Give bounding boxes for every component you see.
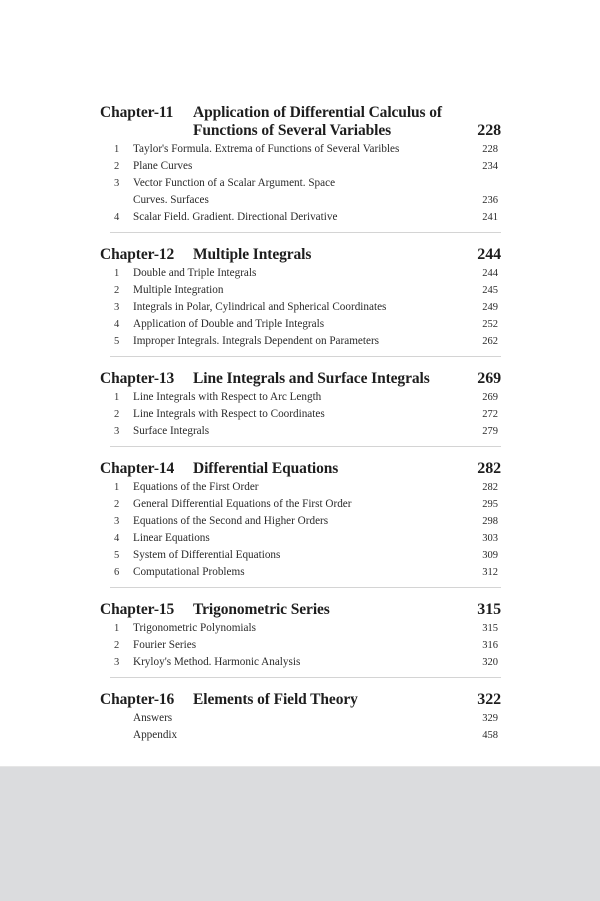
toc-item[interactable] bbox=[100, 654, 501, 671]
section-list bbox=[100, 710, 501, 744]
item-title: Plane Curves bbox=[133, 160, 193, 172]
item-title: Appendix bbox=[133, 729, 178, 741]
item-number: 1 bbox=[114, 482, 120, 493]
item-page: 295 bbox=[482, 499, 498, 510]
item-number: 3 bbox=[114, 302, 120, 313]
item-page: 320 bbox=[482, 657, 498, 668]
chapter-title-line-2: Functions of Several Variables bbox=[193, 122, 392, 139]
toc-item[interactable] bbox=[100, 175, 501, 192]
toc-item[interactable] bbox=[100, 637, 501, 654]
item-number: 3 bbox=[114, 516, 120, 527]
chapter-page-number: 269 bbox=[477, 370, 501, 387]
chapter-label: Chapter-16 bbox=[100, 691, 175, 708]
chapter-page-number: 315 bbox=[477, 601, 501, 618]
item-title: Scalar Field. Gradient. Directional Derivative bbox=[133, 211, 338, 223]
item-page: 262 bbox=[482, 336, 498, 347]
item-title: Taylor's Formula. Extrema of Functions of Several Varibles bbox=[133, 143, 400, 155]
toc-item-continued[interactable] bbox=[100, 192, 501, 209]
item-page: 329 bbox=[482, 713, 498, 724]
toc-item[interactable] bbox=[100, 282, 501, 299]
item-page: 236 bbox=[482, 195, 498, 206]
table-of-contents bbox=[100, 104, 501, 744]
item-number: 5 bbox=[114, 550, 120, 561]
toc-item[interactable] bbox=[100, 389, 501, 406]
chapter-heading[interactable] bbox=[100, 104, 501, 122]
item-number: 1 bbox=[114, 268, 120, 279]
chapter-page-number: 244 bbox=[477, 246, 501, 263]
item-page: 269 bbox=[482, 392, 498, 403]
item-number: 1 bbox=[114, 392, 120, 403]
divider bbox=[110, 232, 501, 233]
chapter-label: Chapter-11 bbox=[100, 104, 174, 121]
item-page: 228 bbox=[482, 144, 498, 155]
item-title: Equations of the First Order bbox=[133, 481, 259, 493]
item-page: 282 bbox=[482, 482, 498, 493]
item-page: 303 bbox=[482, 533, 498, 544]
item-page: 234 bbox=[482, 161, 498, 172]
toc-item-appendix[interactable] bbox=[100, 727, 501, 744]
chapter-title: Multiple Integrals bbox=[193, 246, 312, 263]
section-list bbox=[100, 265, 501, 350]
item-title: Equations of the Second and Higher Orders bbox=[133, 515, 329, 527]
chapter-11 bbox=[100, 104, 501, 233]
toc-item-answers[interactable] bbox=[100, 710, 501, 727]
chapter-15 bbox=[100, 600, 501, 678]
item-number: 6 bbox=[114, 567, 120, 578]
toc-item[interactable] bbox=[100, 158, 501, 175]
chapter-12 bbox=[100, 245, 501, 357]
chapter-label: Chapter-14 bbox=[100, 460, 175, 477]
item-number: 5 bbox=[114, 336, 120, 347]
toc-item[interactable] bbox=[100, 316, 501, 333]
item-page: 316 bbox=[482, 640, 498, 651]
item-page: 309 bbox=[482, 550, 498, 561]
item-number: 4 bbox=[114, 319, 120, 330]
item-number: 2 bbox=[114, 640, 120, 651]
toc-item[interactable] bbox=[100, 406, 501, 423]
chapter-page-number: 228 bbox=[477, 122, 501, 139]
item-title: General Differential Equations of the First Order bbox=[133, 498, 352, 510]
chapter-label: Chapter-15 bbox=[100, 601, 175, 618]
toc-item[interactable] bbox=[100, 209, 501, 226]
item-title: Answers bbox=[133, 712, 173, 724]
item-title: Kryloy's Method. Harmonic Analysis bbox=[133, 656, 301, 668]
divider bbox=[110, 677, 501, 678]
item-title: Vector Function of a Scalar Argument. Space bbox=[133, 177, 336, 189]
toc-item[interactable] bbox=[100, 265, 501, 282]
chapter-title bbox=[193, 104, 461, 122]
toc-item[interactable] bbox=[100, 299, 501, 316]
chapter-13 bbox=[100, 369, 501, 447]
chapter-heading[interactable] bbox=[100, 690, 501, 709]
item-title: Improper Integrals. Integrals Dependent on Parameters bbox=[133, 335, 380, 347]
item-page: 272 bbox=[482, 409, 498, 420]
item-page: 244 bbox=[482, 268, 498, 279]
chapter-label: Chapter-12 bbox=[100, 246, 175, 263]
toc-item[interactable] bbox=[100, 513, 501, 530]
item-page: 458 bbox=[482, 730, 498, 741]
item-title: Line Integrals with Respect to Coordinates bbox=[133, 408, 325, 420]
toc-item[interactable] bbox=[100, 333, 501, 350]
chapter-title: Trigonometric Series bbox=[193, 601, 330, 618]
divider bbox=[110, 446, 501, 447]
item-number: 3 bbox=[114, 426, 120, 437]
item-page: 241 bbox=[482, 212, 498, 223]
divider bbox=[110, 356, 501, 357]
chapter-page-number: 322 bbox=[477, 691, 501, 708]
item-title: Curves. Surfaces bbox=[133, 194, 209, 206]
chapter-heading-continued[interactable] bbox=[100, 122, 501, 140]
item-title: Application of Double and Triple Integrals bbox=[133, 318, 325, 330]
item-number: 3 bbox=[114, 178, 120, 189]
chapter-heading[interactable] bbox=[100, 600, 501, 619]
toc-item[interactable] bbox=[100, 496, 501, 513]
item-title: Computational Problems bbox=[133, 566, 245, 578]
item-number: 1 bbox=[114, 623, 120, 634]
item-number: 4 bbox=[114, 212, 120, 223]
item-title: Multiple Integration bbox=[133, 284, 224, 296]
chapter-title-line-1: Application of Differential Calculus of bbox=[193, 104, 442, 121]
item-page: 312 bbox=[482, 567, 498, 578]
item-number: 3 bbox=[114, 657, 120, 668]
item-title: Trigonometric Polynomials bbox=[133, 622, 256, 634]
section-list bbox=[100, 479, 501, 581]
chapter-16 bbox=[100, 690, 501, 744]
item-title: Integrals in Polar, Cylindrical and Spherical Coordinates bbox=[133, 301, 387, 313]
item-title: Double and Triple Integrals bbox=[133, 267, 257, 279]
chapter-title: Line Integrals and Surface Integrals bbox=[193, 370, 430, 387]
item-number: 4 bbox=[114, 533, 120, 544]
toc-item[interactable] bbox=[100, 479, 501, 496]
section-list bbox=[100, 620, 501, 671]
item-title: Surface Integrals bbox=[133, 425, 210, 437]
toc-item[interactable] bbox=[100, 547, 501, 564]
chapter-heading[interactable] bbox=[100, 245, 501, 264]
item-title: System of Differential Equations bbox=[133, 549, 281, 561]
toc-item[interactable] bbox=[100, 423, 501, 440]
chapter-title: Elements of Field Theory bbox=[193, 691, 358, 708]
toc-item[interactable] bbox=[100, 530, 501, 547]
item-page: 298 bbox=[482, 516, 498, 527]
item-page: 245 bbox=[482, 285, 498, 296]
toc-item[interactable] bbox=[100, 564, 501, 581]
chapter-title: Differential Equations bbox=[193, 460, 339, 477]
item-number: 2 bbox=[114, 409, 120, 420]
item-number: 1 bbox=[114, 144, 120, 155]
toc-item[interactable] bbox=[100, 620, 501, 637]
item-number: 2 bbox=[114, 285, 120, 296]
item-page: 249 bbox=[482, 302, 498, 313]
chapter-14 bbox=[100, 459, 501, 588]
divider bbox=[110, 587, 501, 588]
chapter-heading[interactable] bbox=[100, 459, 501, 478]
chapter-page-number: 282 bbox=[477, 460, 501, 477]
section-list bbox=[100, 141, 501, 226]
item-title: Line Integrals with Respect to Arc Length bbox=[133, 391, 322, 403]
item-title: Linear Equations bbox=[133, 532, 210, 544]
item-number: 2 bbox=[114, 161, 120, 172]
item-title: Fourier Series bbox=[133, 639, 197, 651]
item-page: 252 bbox=[482, 319, 498, 330]
toc-item[interactable] bbox=[100, 141, 501, 158]
item-page: 279 bbox=[482, 426, 498, 437]
section-list bbox=[100, 389, 501, 440]
chapter-heading[interactable] bbox=[100, 369, 501, 388]
chapter-label: Chapter-13 bbox=[100, 370, 175, 387]
viewer-background bbox=[0, 766, 600, 901]
item-number: 2 bbox=[114, 499, 120, 510]
item-page: 315 bbox=[482, 623, 498, 634]
